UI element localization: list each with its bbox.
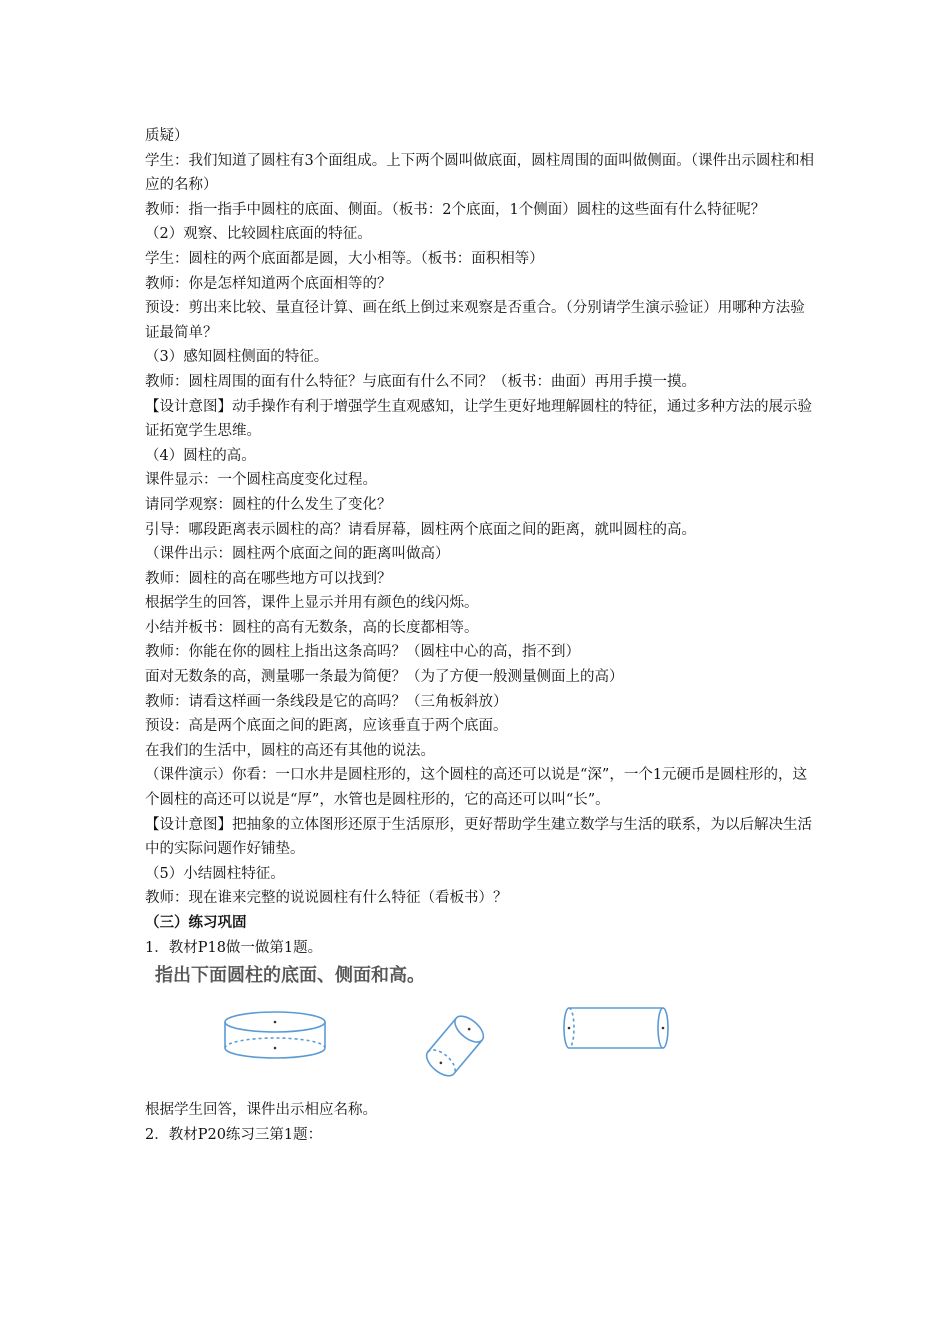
text-line: 预设：高是两个底面之间的距离，应该垂直于两个底面。 — [145, 718, 508, 735]
text-line: 在我们的生活中，圆柱的高还有其他的说法。 — [145, 742, 435, 759]
text-line: 面对无数条的高，测量哪一条最为简便？（为了方便一般测量侧面上的高） — [145, 669, 624, 686]
text-line: 小结并板书：圆柱的高有无数条，高的长度都相等。 — [145, 619, 479, 636]
cylinders-svg — [145, 998, 815, 1090]
text-body-after-figure — [145, 1098, 815, 1147]
text-line: （4）圆柱的高。 — [145, 447, 256, 464]
text-line: 课件显示：一个圆柱高度变化过程。 — [145, 472, 377, 489]
cylinder-flat — [225, 1012, 325, 1058]
text-line: 质疑） — [145, 128, 189, 144]
text-line: （三）练习巩固 — [145, 914, 247, 931]
text-line: （课件演示）你看：一口水井是圆柱形的，这个圆柱的高还可以说是“深”，一个1元硬币是圆柱形的，这个圆柱的高还可以说是“厚”，水管也是圆柱形的，它的高还可以叫“长”。 — [145, 767, 808, 809]
cylinder-figures — [145, 998, 815, 1090]
cylinder-tilted — [422, 1012, 488, 1081]
text-line: 根据学生回答，课件出示相应名称。 — [145, 1102, 377, 1119]
text-line: 教师：圆柱周围的面有什么特征？与底面有什么不同？（板书：曲面）再用手摸一摸。 — [145, 373, 696, 390]
text-line: （5）小结圆柱特征。 — [145, 865, 285, 882]
text-line: （2）观察、比较圆柱底面的特征。 — [145, 226, 372, 243]
text-line: 教师：圆柱的高在哪些地方可以找到？ — [145, 570, 392, 587]
cylinder-horizontal — [564, 1008, 668, 1048]
text-line: 教师：你是怎样知道两个底面相等的？ — [145, 275, 392, 292]
text-line: 根据学生的回答，课件上显示并用有颜色的线闪烁。 — [145, 595, 479, 612]
text-line: 1．教材P18做一做第1题。 — [145, 939, 323, 956]
text-line: 引导：哪段距离表示圆柱的高？请看屏幕，圆柱两个底面之间的距离，就叫圆柱的高。 — [145, 521, 696, 538]
text-line: 请同学观察：圆柱的什么发生了变化？ — [145, 496, 392, 513]
text-line: （3）感知圆柱侧面的特征。 — [145, 349, 329, 366]
document-page — [145, 124, 815, 1147]
text-line: 学生：我们知道了圆柱有3个面组成。上下两个圆叫做底面，圆柱周围的面叫做侧面。（课件出示圆柱和相应的名称） — [145, 152, 814, 194]
text-line: 【设计意图】把抽象的立体图形还原于生活原形，更好帮助学生建立数学与生活的联系，为以后解决生活中的实际问题作好铺垫。 — [145, 816, 812, 858]
text-line: 2．教材P20练习三第1题： — [145, 1126, 323, 1143]
text-line: （课件出示：圆柱两个底面之间的距离叫做高） — [145, 546, 450, 563]
text-line: 教师：请看这样画一条线段是它的高吗？（三角板斜放） — [145, 693, 508, 710]
figure-caption: 指出下面圆柱的底面、侧面和高。 — [155, 965, 425, 987]
text-line: 教师：指一指手中圆柱的底面、侧面。（板书：2个底面，1个侧面）圆柱的这些面有什么特征呢？ — [145, 201, 766, 218]
text-body — [145, 124, 815, 960]
text-line: 学生：圆柱的两个底面都是圆，大小相等。（板书：面积相等） — [145, 250, 544, 267]
text-line: 【设计意图】动手操作有利于增强学生直观感知，让学生更好地理解圆柱的特征，通过多种方法的展示验证拓宽学生思维。 — [145, 398, 812, 440]
text-line: 教师：你能在你的圆柱上指出这条高吗？（圆柱中心的高，指不到） — [145, 644, 580, 661]
text-line: 预设：剪出来比较、量直径计算、画在纸上倒过来观察是否重合。（分别请学生演示验证）用哪种方法验证最简单？ — [145, 300, 805, 341]
text-line: 教师：现在谁来完整的说说圆柱有什么特征（看板书）？ — [145, 890, 508, 907]
